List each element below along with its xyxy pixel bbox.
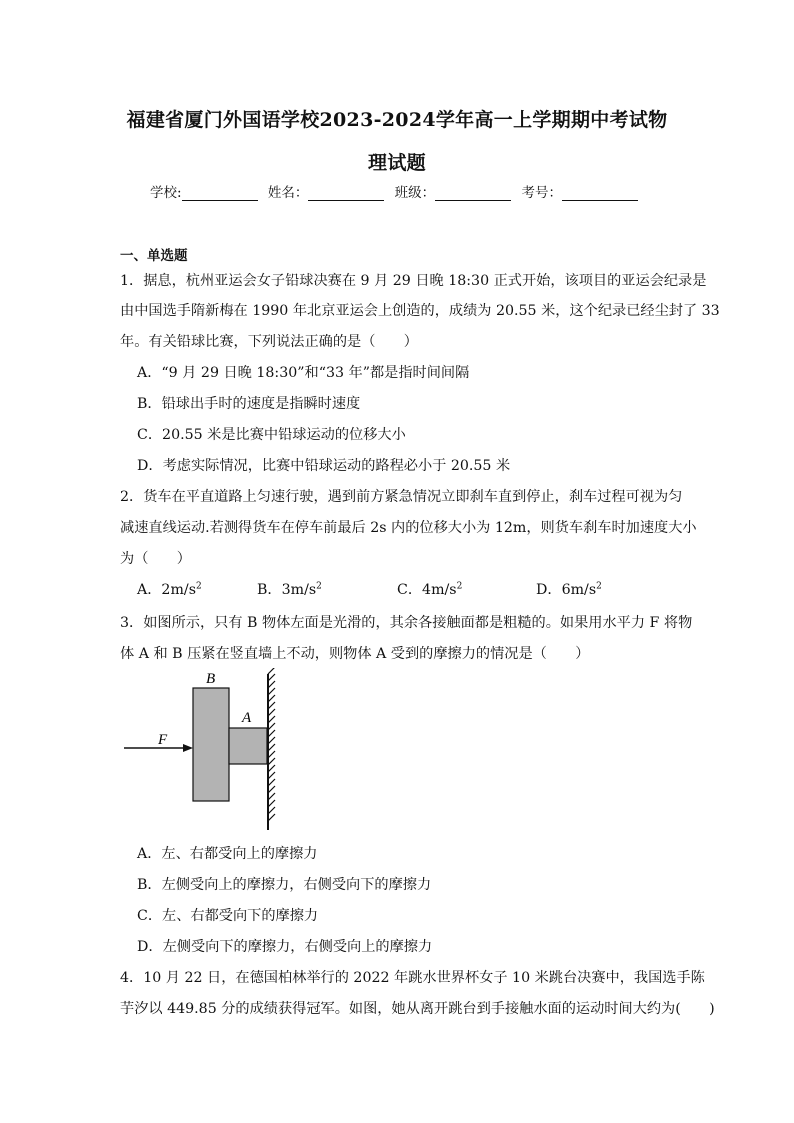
q2-option-a-text: A．2m/s	[137, 582, 196, 598]
hatch-stroke	[268, 751, 275, 758]
hatch-stroke	[268, 786, 275, 793]
q2-option-c-text: C．4m/s	[397, 582, 457, 598]
label-b: B	[206, 671, 216, 687]
hatch-stroke	[268, 688, 275, 695]
q2-option-b-exp: 2	[316, 581, 322, 592]
q2-option-d-text: D．6m/s	[536, 582, 597, 598]
q2-option-b	[257, 579, 322, 599]
q3-figure	[120, 668, 280, 834]
q1-option-c: C．20.55 米是比赛中铅球运动的位移大小	[137, 427, 406, 443]
block-a	[229, 728, 267, 764]
hatch-stroke	[268, 779, 275, 786]
q2-option-b-text: B．3m/s	[257, 582, 317, 598]
q3-option-d: D．左侧受向下的摩擦力，右侧受向上的摩擦力	[137, 939, 433, 955]
q4-stem-line2: 芋汐以 449.85 分的成绩获得冠军。如图，她从离开跳台到手接触水面的运动时间大约为( )	[120, 1001, 715, 1017]
q2-stem-line2: 减速直线运动.若测得货车在停车前最后 2s 内的位移大小为 12m，则货车刹车时加速度大小	[120, 520, 697, 536]
q3-option-a: A．左、右都受向上的摩擦力	[137, 846, 318, 862]
q1-stem-line3: 年。有关铅球比赛，下列说法正确的是（ ）	[120, 334, 418, 350]
name-blank	[308, 186, 384, 201]
student-info-row	[0, 181, 794, 201]
hatch-stroke	[268, 814, 275, 821]
hatch-stroke	[268, 709, 275, 716]
q1-stem-line2: 由中国选手隋新梅在 1990 年北京亚运会上创造的，成绩为 20.55 米，这个纪录已经尘封了 33	[120, 303, 720, 319]
name-label: 姓名：	[267, 185, 309, 201]
hatch-stroke	[268, 793, 275, 800]
q2-option-d	[536, 579, 602, 599]
section-heading: 一、单选题	[120, 248, 188, 264]
q3-option-c: C．左、右都受向下的摩擦力	[137, 908, 319, 924]
hatch-stroke	[268, 723, 275, 730]
hatch-stroke	[268, 668, 275, 674]
q2-stem-line1: 2．货车在平直道路上匀速行驶，遇到前方紧急情况立即刹车直到停止，刹车过程可视为匀	[120, 489, 683, 505]
hatch-stroke	[268, 716, 275, 723]
hatch-stroke	[268, 744, 275, 751]
q3-stem-line1: 3．如图所示，只有 B 物体左面是光滑的，其余各接触面都是粗糙的。如果用水平力 F 将物	[120, 615, 693, 631]
q1-option-d: D．考虑实际情况，比赛中铅球运动的路程必小于 20.55 米	[137, 458, 511, 474]
q2-option-a	[137, 579, 202, 599]
q2-option-d-exp: 2	[596, 581, 602, 592]
number-label: 考号：	[521, 185, 562, 201]
hatch-stroke	[268, 772, 275, 779]
hatch-stroke	[268, 800, 275, 807]
hatch-stroke	[268, 765, 275, 772]
hatch-stroke	[268, 737, 275, 744]
hatch-stroke	[268, 695, 275, 702]
q3-option-b: B．左侧受向上的摩擦力，右侧受向下的摩擦力	[137, 877, 432, 893]
block-b	[193, 688, 229, 801]
q2-option-c	[397, 579, 462, 599]
q2-stem-line3: 为（ ）	[120, 551, 191, 567]
hatch-stroke	[268, 674, 275, 681]
label-f: F	[158, 732, 168, 748]
page-title-line1: 福建省厦门外国语学校2023-2024学年高一上学期期中考试物	[126, 109, 668, 131]
q1-stem-line1: 1．据息，杭州亚运会女子铅球决赛在 9 月 29 日晚 18:30 正式开始，该项目的亚运会纪录是	[120, 273, 707, 289]
hatch-stroke	[268, 807, 275, 814]
class-blank	[435, 186, 511, 201]
q4-stem-line1: 4．10 月 22 日，在德国柏林举行的 2022 年跳水世界杯女子 10 米跳台决赛中，我国选手陈	[120, 970, 705, 986]
q2-option-a-exp: 2	[195, 581, 202, 592]
number-blank	[562, 186, 638, 201]
hatch-stroke	[268, 681, 275, 688]
q1-option-b: B．铅球出手时的速度是指瞬时速度	[137, 396, 361, 412]
school-blank	[182, 186, 258, 201]
q2-option-c-exp: 2	[456, 581, 463, 592]
class-label: 班级：	[394, 185, 436, 201]
force-arrow-head	[183, 744, 193, 752]
label-a: A	[242, 710, 252, 726]
page-title-line2: 理试题	[368, 152, 426, 174]
hatch-stroke	[268, 730, 275, 737]
q1-option-a: A．“9 月 29 日晚 18:30”和“33 年”都是指时间间隔	[137, 365, 470, 381]
wall-hatch	[268, 668, 275, 821]
hatch-stroke	[268, 702, 275, 709]
school-label: 学校:	[150, 185, 182, 201]
hatch-stroke	[268, 758, 275, 765]
q3-stem-line2: 体 A 和 B 压紧在竖直墙上不动，则物体 A 受到的摩擦力的情况是（ ）	[120, 646, 590, 662]
